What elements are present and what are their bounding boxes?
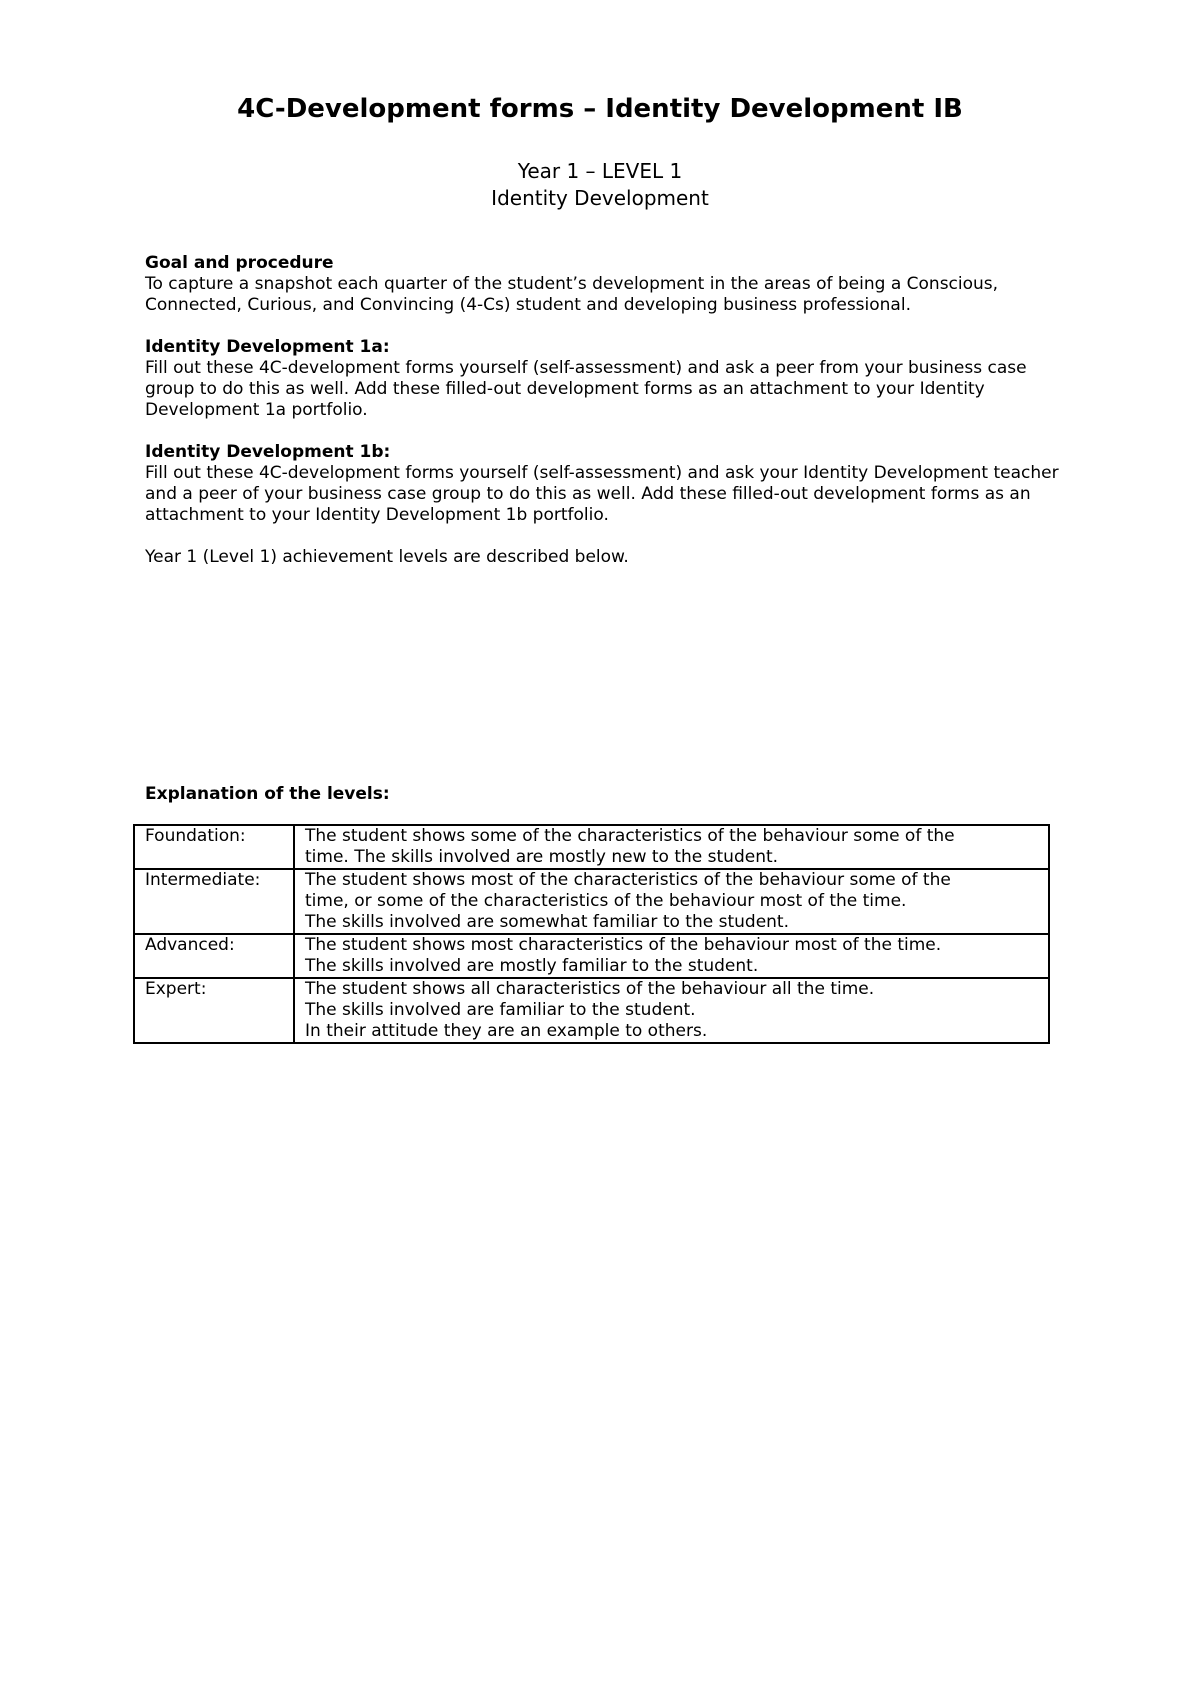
table-row — [134, 869, 1049, 934]
goal-heading: Goal and procedure — [145, 253, 334, 273]
identity-1b-heading: Identity Development 1b: — [145, 442, 391, 462]
level-name-intermediate: Intermediate: — [134, 869, 294, 934]
description-line: In their attitude they are an example to others. — [305, 1021, 708, 1041]
description-line: time, or some of the characteristics of the behaviour most of the time. — [305, 891, 907, 911]
level-name-expert: Expert: — [134, 978, 294, 1043]
document-subtitle — [0, 158, 1200, 212]
goal-section — [145, 253, 1065, 316]
description-line: The student shows most of the characteristics of the behaviour some of the — [305, 870, 951, 890]
levels-heading: Explanation of the levels: — [145, 784, 390, 804]
level-name-advanced: Advanced: — [134, 934, 294, 978]
subtitle-identity-development: Identity Development — [491, 186, 709, 210]
identity-1b-section — [145, 442, 1065, 526]
identity-1a-text: Fill out these 4C-development forms yourself (self-assessment) and ask a peer from your business case group to do this as well. Add these filled-out development forms as an attachment to your Identity Development 1a portfolio. — [145, 358, 1027, 420]
goal-text: To capture a snapshot each quarter of the student’s development in the areas of being a Conscious, Connected, Curious, and Convincing (4-Cs) student and developing business professional. — [145, 274, 999, 315]
level-description-advanced — [294, 934, 1049, 978]
description-line: The student shows most characteristics of the behaviour most of the time. — [305, 935, 942, 955]
description-line: The skills involved are mostly familiar to the student. — [305, 956, 759, 976]
description-line: The skills involved are familiar to the student. — [305, 1000, 696, 1020]
identity-1a-heading: Identity Development 1a: — [145, 337, 390, 357]
subtitle-year-level: Year 1 – LEVEL 1 — [517, 159, 683, 183]
document-title: 4C-Development forms – Identity Development IB — [237, 94, 963, 124]
level-name-foundation: Foundation: — [134, 825, 294, 869]
description-line: time. The skills involved are mostly new to the student. — [305, 847, 779, 867]
table-row — [134, 934, 1049, 978]
levels-table — [133, 824, 1050, 1044]
identity-1a-section — [145, 337, 1065, 421]
description-line: The student shows all characteristics of the behaviour all the time. — [305, 979, 875, 999]
table-row — [134, 825, 1049, 869]
level-description-intermediate — [294, 869, 1049, 934]
description-line: The skills involved are somewhat familiar to the student. — [305, 912, 789, 932]
level-description-expert — [294, 978, 1049, 1043]
identity-1b-text: Fill out these 4C-development forms yourself (self-assessment) and ask your Identity Development teacher and a peer of your business case group to do this as well. Add these filled-out development forms as an attachment to your Identity Development 1b portfolio. — [145, 463, 1059, 525]
description-line: The student shows some of the characteristics of the behaviour some of the — [305, 826, 955, 846]
table-row — [134, 978, 1049, 1043]
achievement-note: Year 1 (Level 1) achievement levels are described below. — [145, 547, 629, 567]
document-body — [145, 253, 1065, 568]
level-description-foundation — [294, 825, 1049, 869]
